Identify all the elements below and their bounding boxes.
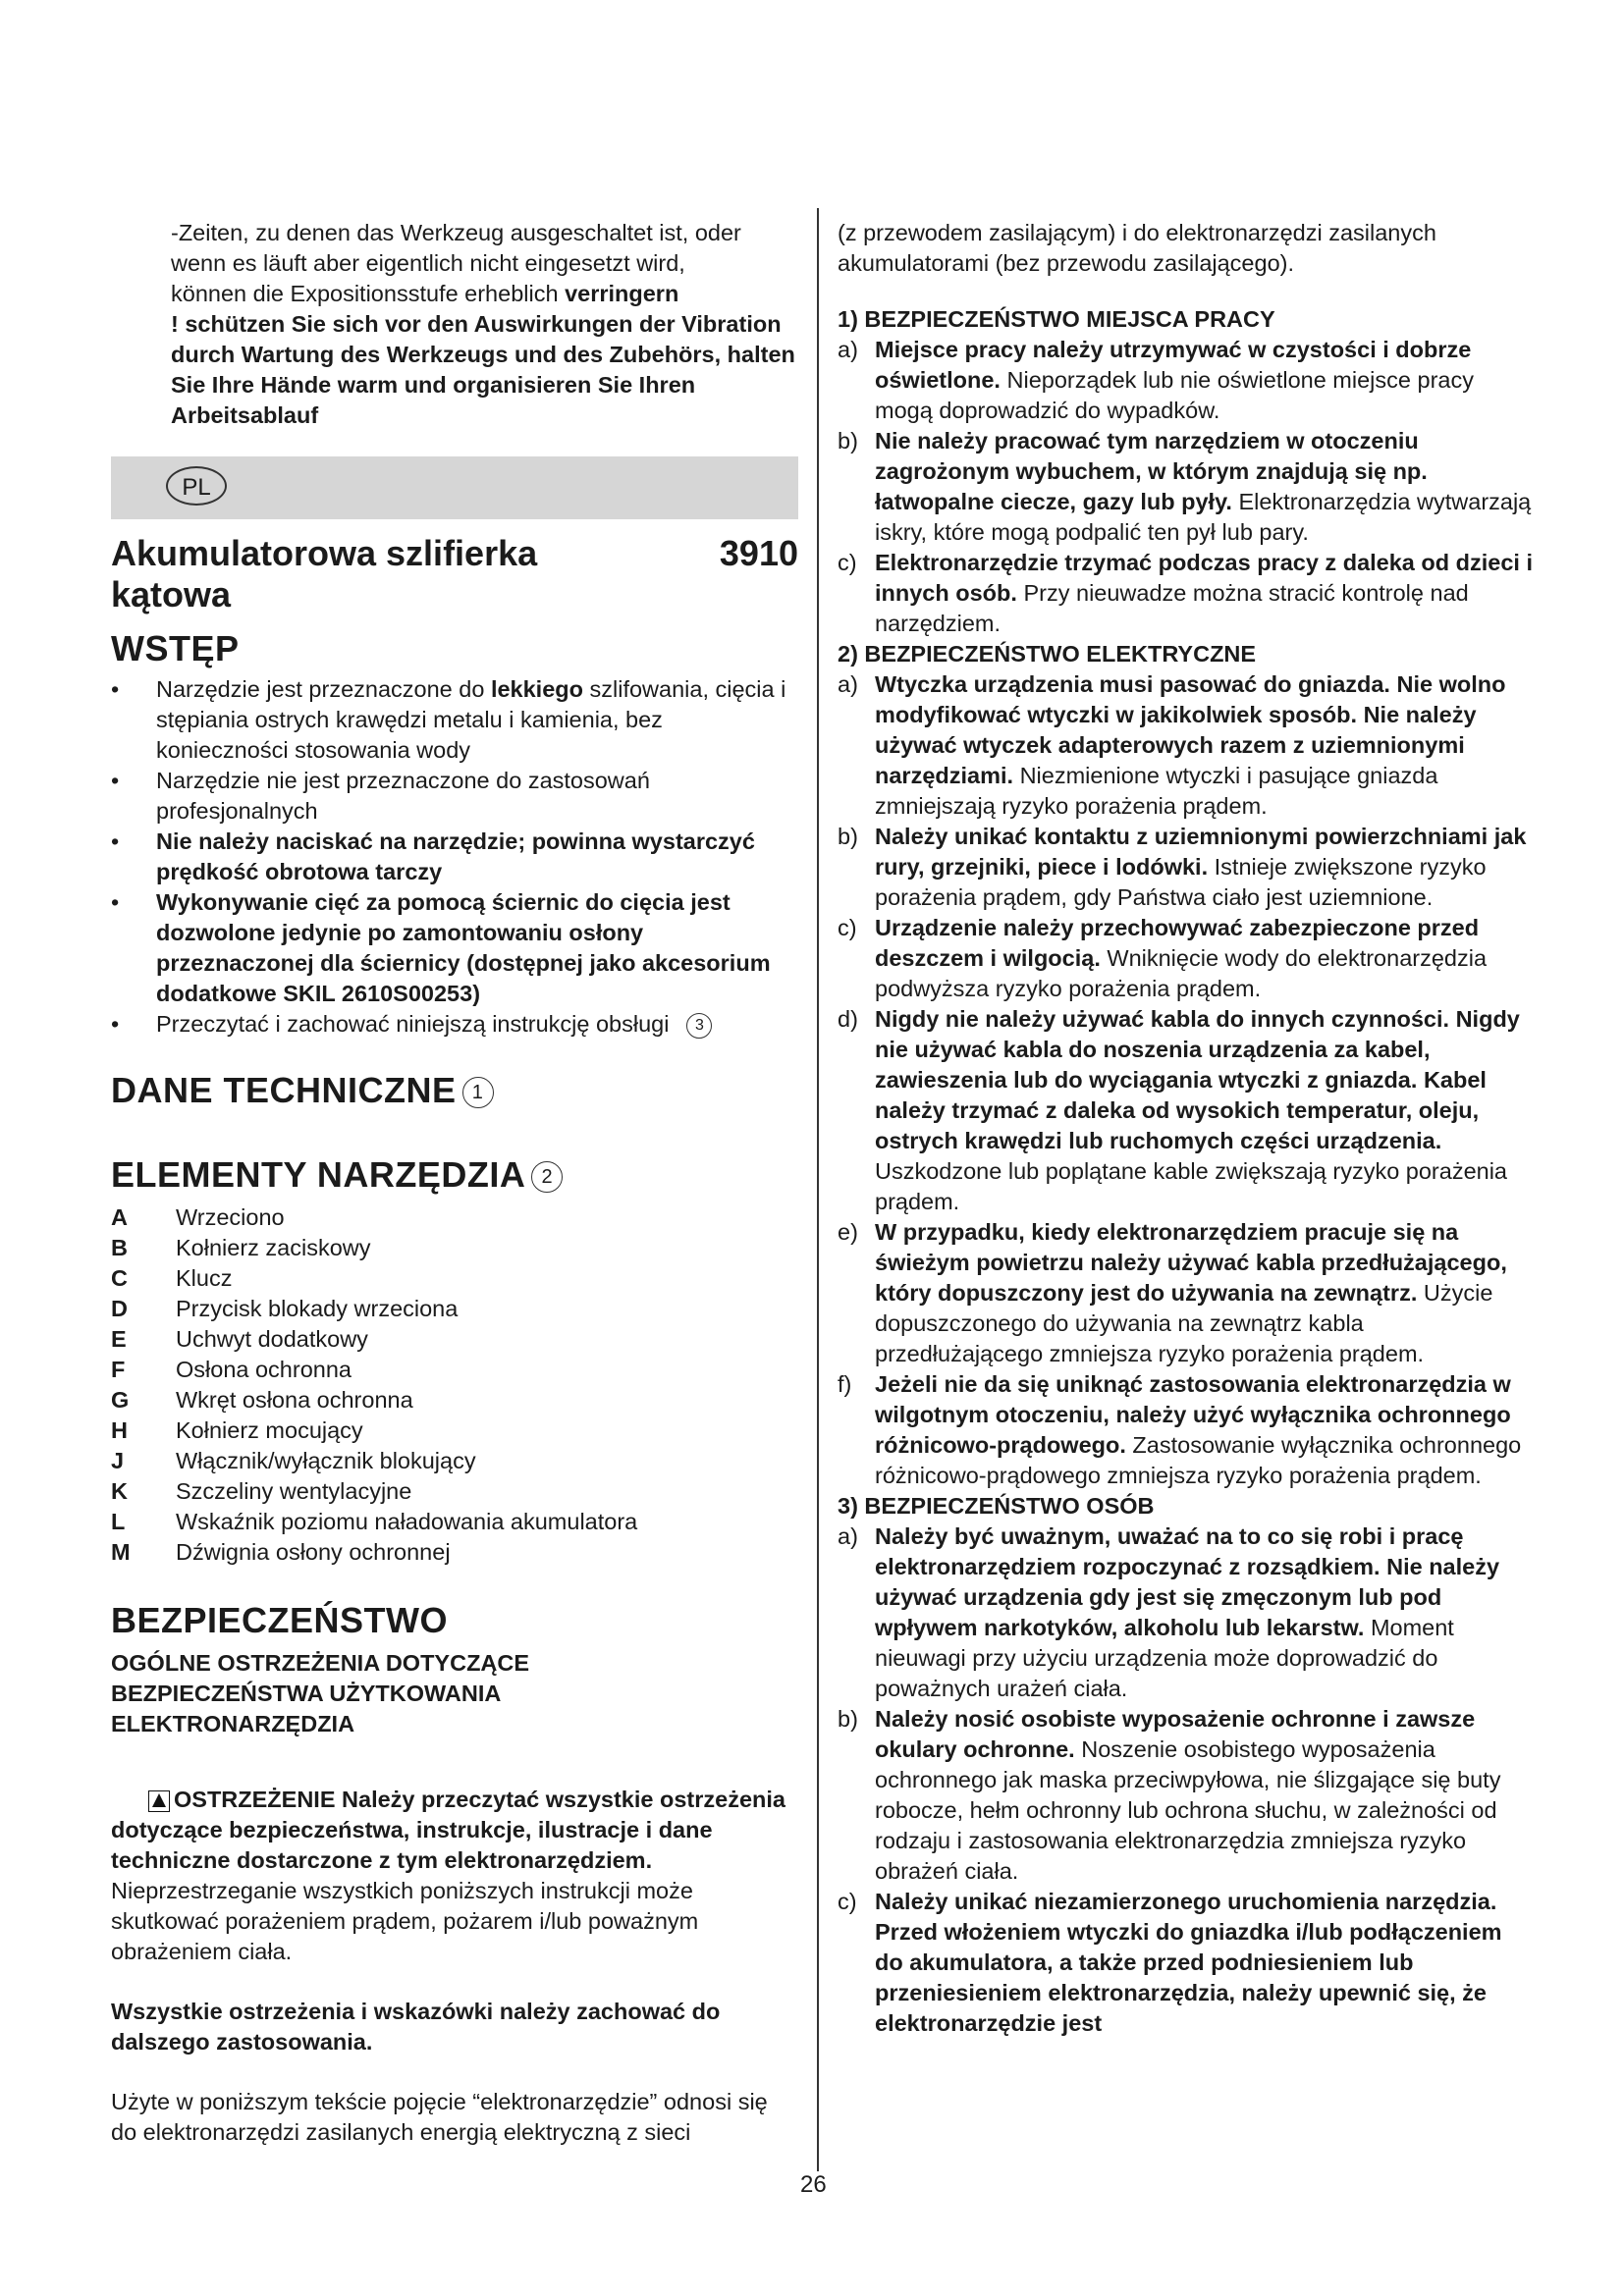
right-column bbox=[838, 218, 1535, 2039]
safety-item: e) W przypadku, kiedy elektronarzędziem pracuje się na świeżym powietrzu należy używać kabla przedłużającego, który dopuszczony jest do używania na zewnątrz. Użycie dopuszczonego do używania na zewnątrz kabla przedłużającego zmniejsza ryzyko porażenia prądem. bbox=[838, 1219, 1507, 1366]
part-letter: D bbox=[111, 1296, 128, 1321]
part-name: Osłona ochronna bbox=[176, 1357, 352, 1382]
part-row bbox=[111, 1446, 798, 1476]
part-name: Wskaźnik poziomu naładowania akumulatora bbox=[176, 1509, 638, 1534]
part-letter: G bbox=[111, 1387, 130, 1413]
personal-safety-list bbox=[838, 1522, 1535, 2039]
part-name: Wkręt osłona ochronna bbox=[176, 1387, 413, 1413]
safety-item: b) Należy unikać kontaktu z uziemnionymi powierzchniami jak rury, grzejniki, piece i lodówki. Istnieje zwiększone ryzyko porażenia prądem, gdy Państwa ciało jest uziemnione. bbox=[838, 824, 1527, 910]
part-row bbox=[111, 1202, 798, 1233]
personal-safety-heading: 3) BEZPIECZEŃSTWO OSÓB bbox=[838, 1493, 1155, 1519]
page-number: 26 bbox=[800, 2171, 827, 2198]
product-name: Akumulatorowa szlifierka kątowa bbox=[111, 533, 538, 614]
intro-bullet: • Przeczytać i zachować niniejszą instrukcję obsługi 3 bbox=[111, 1009, 798, 1040]
left-column bbox=[111, 218, 798, 2148]
intro-german-text bbox=[111, 218, 798, 431]
part-letter: L bbox=[111, 1509, 126, 1534]
part-name: Przycisk blokady wrzeciona bbox=[176, 1296, 459, 1321]
language-bar bbox=[111, 456, 798, 519]
intro-bullet: • Nie należy naciskać na narzędzie; powinna wystarczyć prędkość obrotowa tarczy bbox=[111, 828, 755, 884]
intro-bullet: • Narzędzie nie jest przeznaczone do zastosowań profesjonalnych bbox=[111, 768, 650, 824]
work-area-safety-list bbox=[838, 335, 1535, 639]
safety-item: f) Jeżeli nie da się uniknąć zastosowania elektronarzędzia w wilgotnym otoczeniu, należy użyć wyłącznika ochronnego różnicowo-prądowego. Zastosowanie wyłącznika ochronnego różnicowo-prądowego zmniejsza ryzyko porażenia prądem. bbox=[838, 1371, 1522, 1488]
part-row bbox=[111, 1476, 798, 1507]
continued-definition: (z przewodem zasilającym) i do elektronarzędzi zasilanych akumulatorami (bez przewodu zasilającego). bbox=[838, 220, 1436, 276]
warning-paragraph: OSTRZEŻENIE Należy przeczytać wszystkie ostrzeżenia dotyczące bezpieczeństwa, instrukcje, ilustracje i dane techniczne dostarczone z tym elektronarzędziem. Nieprzestrzeganie wszystkich poniższych instrukcji może skutkować porażeniem prądem, pożarem i/lub poważnym obrażeniem ciała. bbox=[111, 1787, 785, 1964]
figure-ref-3: 3 bbox=[686, 1013, 712, 1039]
part-row bbox=[111, 1507, 798, 1537]
safety-item: a) Miejsce pracy należy utrzymywać w czystości i dobrze oświetlone. Nieporządek lub nie oświetlone miejsce pracy mogą doprowadzić do wypadków. bbox=[838, 337, 1474, 423]
column-divider bbox=[817, 208, 819, 2171]
section-intro-heading: WSTĘP bbox=[111, 628, 240, 668]
part-name: Szczeliny wentylacyjne bbox=[176, 1478, 412, 1504]
part-row bbox=[111, 1415, 798, 1446]
part-letter: J bbox=[111, 1448, 125, 1473]
language-badge: PL bbox=[166, 466, 227, 506]
intro-bullets bbox=[111, 674, 798, 1040]
electrical-safety-heading: 2) BEZPIECZEŃSTWO ELEKTRYCZNE bbox=[838, 641, 1257, 667]
part-name: Kołnierz zaciskowy bbox=[176, 1235, 371, 1260]
term-definition: Użyte w poniższym tekście pojęcie “elektronarzędzie” odnosi się do elektronarzędzi zasilanych energią elektryczną z sieci bbox=[111, 2089, 768, 2145]
part-letter: A bbox=[111, 1204, 128, 1230]
part-letter: K bbox=[111, 1478, 128, 1504]
product-model: 3910 bbox=[719, 533, 798, 573]
part-name: Włącznik/wyłącznik blokujący bbox=[176, 1448, 476, 1473]
intro-line-3: können die Expositionsstufe erheblich verringern bbox=[171, 281, 679, 306]
part-row bbox=[111, 1233, 798, 1263]
warning-triangle-icon bbox=[148, 1790, 170, 1812]
intro-bullet: • Wykonywanie cięć za pomocą ściernic do cięcia jest dozwolone jedynie po zamontowaniu osłony przeznaczonej dla ściernicy (dostępnej jako akcesorium dodatkowe SKIL 2610S00253) bbox=[111, 889, 771, 1006]
intro-line-2: wenn es läuft aber eigentlich nicht eingesetzt wird, bbox=[171, 250, 685, 276]
part-letter: E bbox=[111, 1326, 127, 1352]
safety-item: b) Nie należy pracować tym narzędziem w otoczeniu zagrożonym wybuchem, w którym znajdują się np. łatwopalne ciecze, gazy lub pyły. Elektronarzędzia wytwarzają iskry, które mogą podpalić ten pył lub pary. bbox=[838, 428, 1532, 545]
safety-item: a) Wtyczka urządzenia musi pasować do gniazda. Nie wolno modyfikować wtyczki w jakikolwiek sposób. Nie należy używać wtyczek adapterowych razem z uziemnionymi narzędziami. Niezmienione wtyczki i pasujące gniazda zmniejszają ryzyko porażenia prądem. bbox=[838, 671, 1506, 819]
safety-item: c) Urządzenie należy przechowywać zabezpieczone przed deszczem i wilgocią. Wniknięcie wody do elektronarzędzia podwyższa ryzyko porażenia prądem. bbox=[838, 915, 1488, 1001]
part-row bbox=[111, 1294, 798, 1324]
general-warnings-subheading: OGÓLNE OSTRZEŻENIA DOTYCZĄCE BEZPIECZEŃSTWA UŻYTKOWANIA ELEKTRONARZĘDZIA bbox=[111, 1650, 530, 1736]
electrical-safety-list bbox=[838, 669, 1535, 1491]
part-row bbox=[111, 1324, 798, 1355]
part-row bbox=[111, 1355, 798, 1385]
part-letter: M bbox=[111, 1539, 131, 1565]
part-letter: F bbox=[111, 1357, 126, 1382]
safety-item: d) Nigdy nie należy używać kabla do innych czynności. Nigdy nie używać kabla do noszenia urządzenia za kabel, zawieszenia lub do wyciągania wtyczki z gniazda. Kabel należy trzymać z daleka od wysokich temperatur, oleju, ostrych krawędzi lub ruchomych części urządzenia. Uszkodzone lub poplątane kable zwiększają ryzyko porażenia prądem. bbox=[838, 1006, 1520, 1214]
part-row bbox=[111, 1537, 798, 1568]
safety-item: b) Należy nosić osobiste wyposażenie ochronne i zawsze okulary ochronne. Noszenie osobistego wyposażenia ochronnego jak maska przeciwpyłowa, nie ślizgające się buty robocze, hełm ochronny lub ochrona słuchu, w zależności od rodzaju i zastosowania elektronarzędzia zmniejsza ryzyko obrażeń ciała. bbox=[838, 1706, 1501, 1884]
part-name: Uchwyt dodatkowy bbox=[176, 1326, 368, 1352]
intro-line-1: -Zeiten, zu denen das Werkzeug ausgeschaltet ist, oder bbox=[171, 220, 741, 245]
work-area-safety-heading: 1) BEZPIECZEŃSTWO MIEJSCA PRACY bbox=[838, 306, 1275, 332]
part-row bbox=[111, 1385, 798, 1415]
part-name: Wrzeciono bbox=[176, 1204, 285, 1230]
part-letter: B bbox=[111, 1235, 128, 1260]
safety-item: c) Należy unikać niezamierzonego uruchomienia narzędzia. Przed włożeniem wtyczki do gniazdka i/lub podłączeniem do akumulatora, a także przed podniesieniem lub przeniesieniem elektronarzędzia, należy upewnić się, że elektronarzędzie jest bbox=[838, 1889, 1502, 2036]
figure-ref-2: 2 bbox=[531, 1161, 563, 1193]
part-name: Kołnierz mocujący bbox=[176, 1417, 363, 1443]
section-parts-heading: ELEMENTY NARZĘDZIA 2 bbox=[111, 1153, 798, 1197]
part-name: Dźwignia osłony ochronnej bbox=[176, 1539, 451, 1565]
intro-bold-advice: ! schützen Sie sich vor den Auswirkungen der Vibration durch Wartung des Werkzeugs und des Zubehörs, halten Sie Ihre Hände warm und organisieren Sie Ihren Arbeitsablauf bbox=[171, 311, 795, 428]
part-name: Klucz bbox=[176, 1265, 233, 1291]
safety-item: a) Należy być uważnym, uważać na to co się robi i pracę elektronarzędziem rozpoczynać z rozsądkiem. Nie należy używać urządzenia gdy jest się zmęczonym lub pod wpływem narkotyków, alkoholu lub lekarstw. Moment nieuwagi przy użyciu urządzenia może doprowadzić do poważnych urażeń ciała. bbox=[838, 1523, 1500, 1701]
intro-bullet: • Narzędzie jest przeznaczone do lekkiego szlifowania, cięcia i stępiania ostrych krawędzi metalu i kamienia, bez konieczności stosowania wody bbox=[111, 676, 786, 763]
section-safety-heading: BEZPIECZEŃSTWO bbox=[111, 1600, 449, 1640]
part-letter: C bbox=[111, 1265, 128, 1291]
figure-ref-1: 1 bbox=[462, 1077, 494, 1108]
part-letter: H bbox=[111, 1417, 128, 1443]
parts-list bbox=[111, 1202, 798, 1568]
keep-instructions-note: Wszystkie ostrzeżenia i wskazówki należy zachować do dalszego zastosowania. bbox=[111, 1999, 721, 2055]
section-technical-heading: DANE TECHNICZNE 1 bbox=[111, 1069, 798, 1112]
part-row bbox=[111, 1263, 798, 1294]
product-title bbox=[111, 533, 798, 615]
safety-item: c) Elektronarzędzie trzymać podczas pracy z daleka od dzieci i innych osób. Przy nieuwadze można stracić kontrolę nad narzędziem. bbox=[838, 550, 1534, 636]
